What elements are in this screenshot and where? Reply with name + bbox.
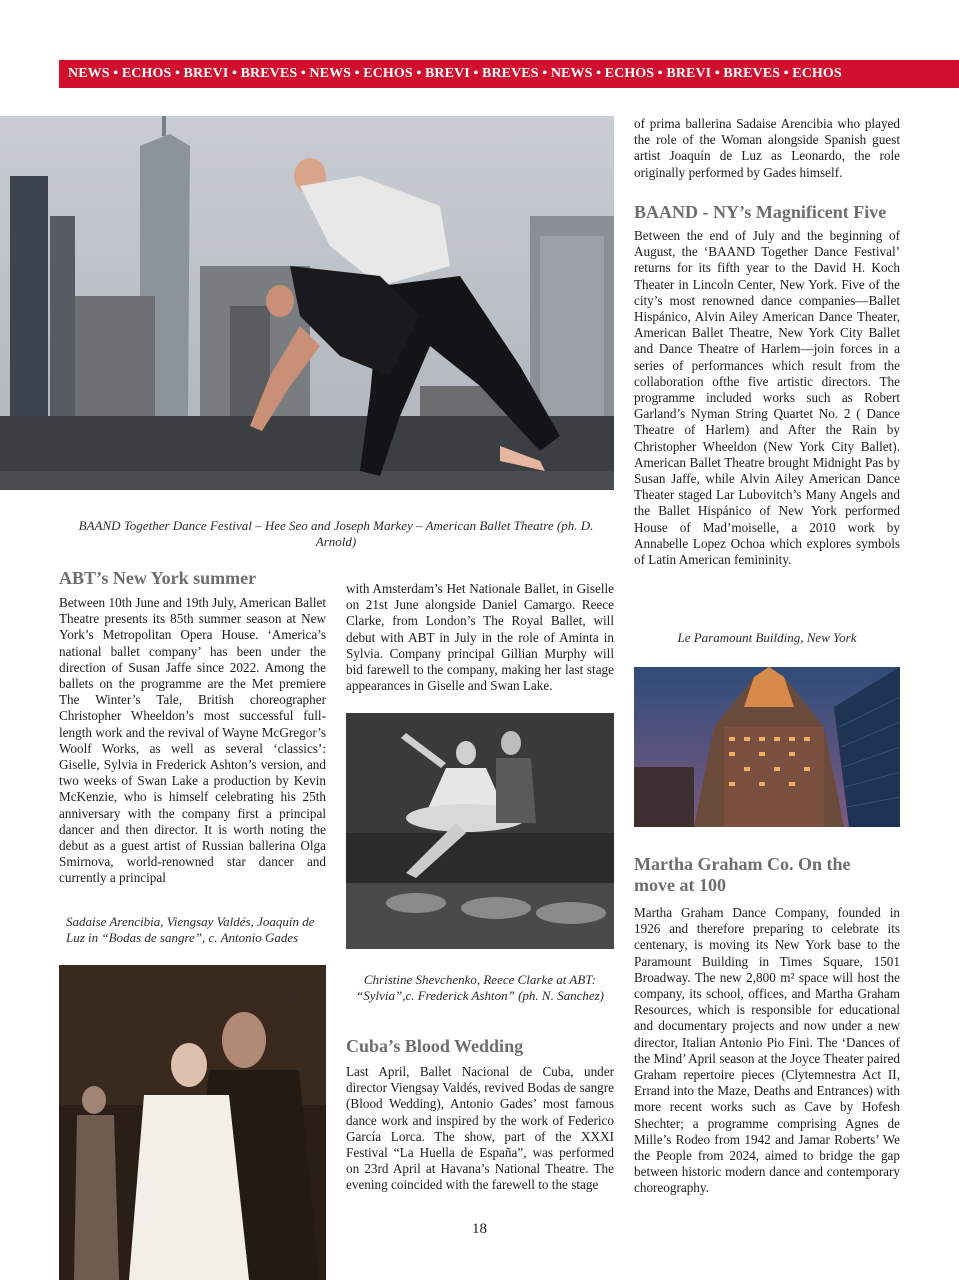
sylvia-photo-caption: Christine Shevchenko, Reece Clarke at ABT: “Sylvia”,c. Frederick Ashton” (ph. N. Sanchez) — [355, 972, 605, 1003]
cuba-article-continued: of prima ballerina Sadaise Arencibia who played the role of the Woman alongside Spanish guest artist Joaquín de Luz as Leonardo, the role originally performed by Gades himself. — [634, 116, 900, 180]
cuba-article-heading: Cuba’s Blood Wedding — [346, 1036, 524, 1056]
graham-article-heading: Martha Graham Co. On the move at 100 — [634, 854, 851, 895]
sylvia-photo — [346, 713, 614, 949]
graham-article-text: Martha Graham Dance Company, founded in 1926 and therefore preparing to celebrate its centenary, is moving its New York base to the Paramount Building in Times Square, 1501 Broadway. The new 2,800 m² space will host the company, its school, offices, and Martha Graham Resources, which is responsible for educational and documentary projects and now under a new director, Italian Antonio Pio Fini. The ‘Dances of the Mind’ April season at the Joyce Theater paired Graham repertoire pieces (Clytemnestra Act II, Errand into the Maze, Deaths and Entrances) with more recent works such as Cave by Hofesh Shechter; a programme comprising Agnes de Mille’s Rodeo from 1942 and Jamar Roberts’ We the People from 2024, aimed to bridge the gap between historic modern dance and contemporary choreography. — [634, 905, 900, 1196]
baand-article-text: Between the end of July and the beginning of August, the ‘BAAND Together Dance Festival’ returns for its fifth year to the David H. Koch Theater in Lincoln Center, New York. Five of the city’s most renowned dance companies—Ballet Hispánico, Alvin Ailey American Dance Theater, American Ballet Theatre, New York City Ballet and Dance Theatre of Harlem—join forces in a series of performances which result from the collaboration ofthe five artistic directors. The programme included works such as Robert Garland’s Nyman String Quartet No. 2 ( Dance Theatre of Harlem) and After the Rain by Christopher Wheeldon (New York City Ballet). American Ballet Theatre brought Midnight Pas by Susan Jaffe, while Alvin Ailey American Dance Theater staged Lar Lubovitch’s Many Angels and the Ballet Hispánico of New York performed House of Mad’moiselle, a 2010 work by Annabelle Lopez Ochoa which explores symbols of Latin American femininity. — [634, 228, 900, 568]
paramount-photo-caption: Le Paramount Building, New York — [677, 630, 857, 645]
abt-article-col1: Between 10th June and 19th July, American Ballet Theatre presents its 85th summer season at New York’s Metropolitan Opera House. ‘America’s national ballet company’ has been under the direction of Susan Jaffe since 2022. Among the ballets on the programme are the Met premiere The Winter’s Tale, British choreographer Christopher Wheeldon’s most successful full-length work and the revival of Wayne McGregor’s Woolf Works, as well as several ‘classics’: Giselle, Sylvia in Frederick Ashton’s version, and two weeks of Swan Lake a production by Kevin McKenzie, who is himself celebrating his 25th anniversary with the company first a principal dancer and then director. It is worth noting the debut as a guest artist of Russian ballerina Olga Smirnova, world-renowned star dancer and currently a principal — [59, 595, 326, 886]
abt-article-heading: ABT’s New York summer — [59, 568, 257, 588]
abt-article-col2: with Amsterdam’s Het Nationale Ballet, in Giselle on 21st June alongside Daniel Camargo. Reece Clarke, from London’s The Royal Ballet, will debut with ABT in July in the role of Aminta in Sylvia. Company principal Gillian Murphy will bid farewell to the company, making her last stage appearances in Giselle and Swan Lake. — [346, 581, 614, 694]
top-photo-caption: BAAND Together Dance Festival – Hee Seo and Joseph Markey – American Ballet Theatre (ph. D. Arnold) — [78, 518, 594, 549]
bodas-photo-caption: Sadaise Arencibia, Viengsay Valdés, Joaquín de Luz in “Bodas de sangre”, c. Antonio Gades — [66, 914, 315, 945]
paramount-photo — [634, 667, 900, 827]
section-banner: NEWS • ECHOS • BREVI • BREVES • NEWS • ECHOS • BREVI • BREVES • NEWS • ECHOS • BREVI • BREVES • ECHOS — [59, 60, 959, 88]
page-number: 18 — [472, 1221, 487, 1237]
cuba-article-text: Last April, Ballet Nacional de Cuba, under director Viengsay Valdés, revived Bodas de sangre (Blood Wedding), Antonio Gades’ most famous dance work and inspired by the work of Federico García Lorca. The show, part of the XXXI Festival “La Huella de España”, was performed on 23rd April at Havana’s National Theatre. The evening coincided with the farewell to the stage — [346, 1064, 614, 1193]
top-photo — [0, 116, 614, 490]
baand-article-heading: BAAND - NY’s Magnificent Five — [634, 202, 887, 222]
